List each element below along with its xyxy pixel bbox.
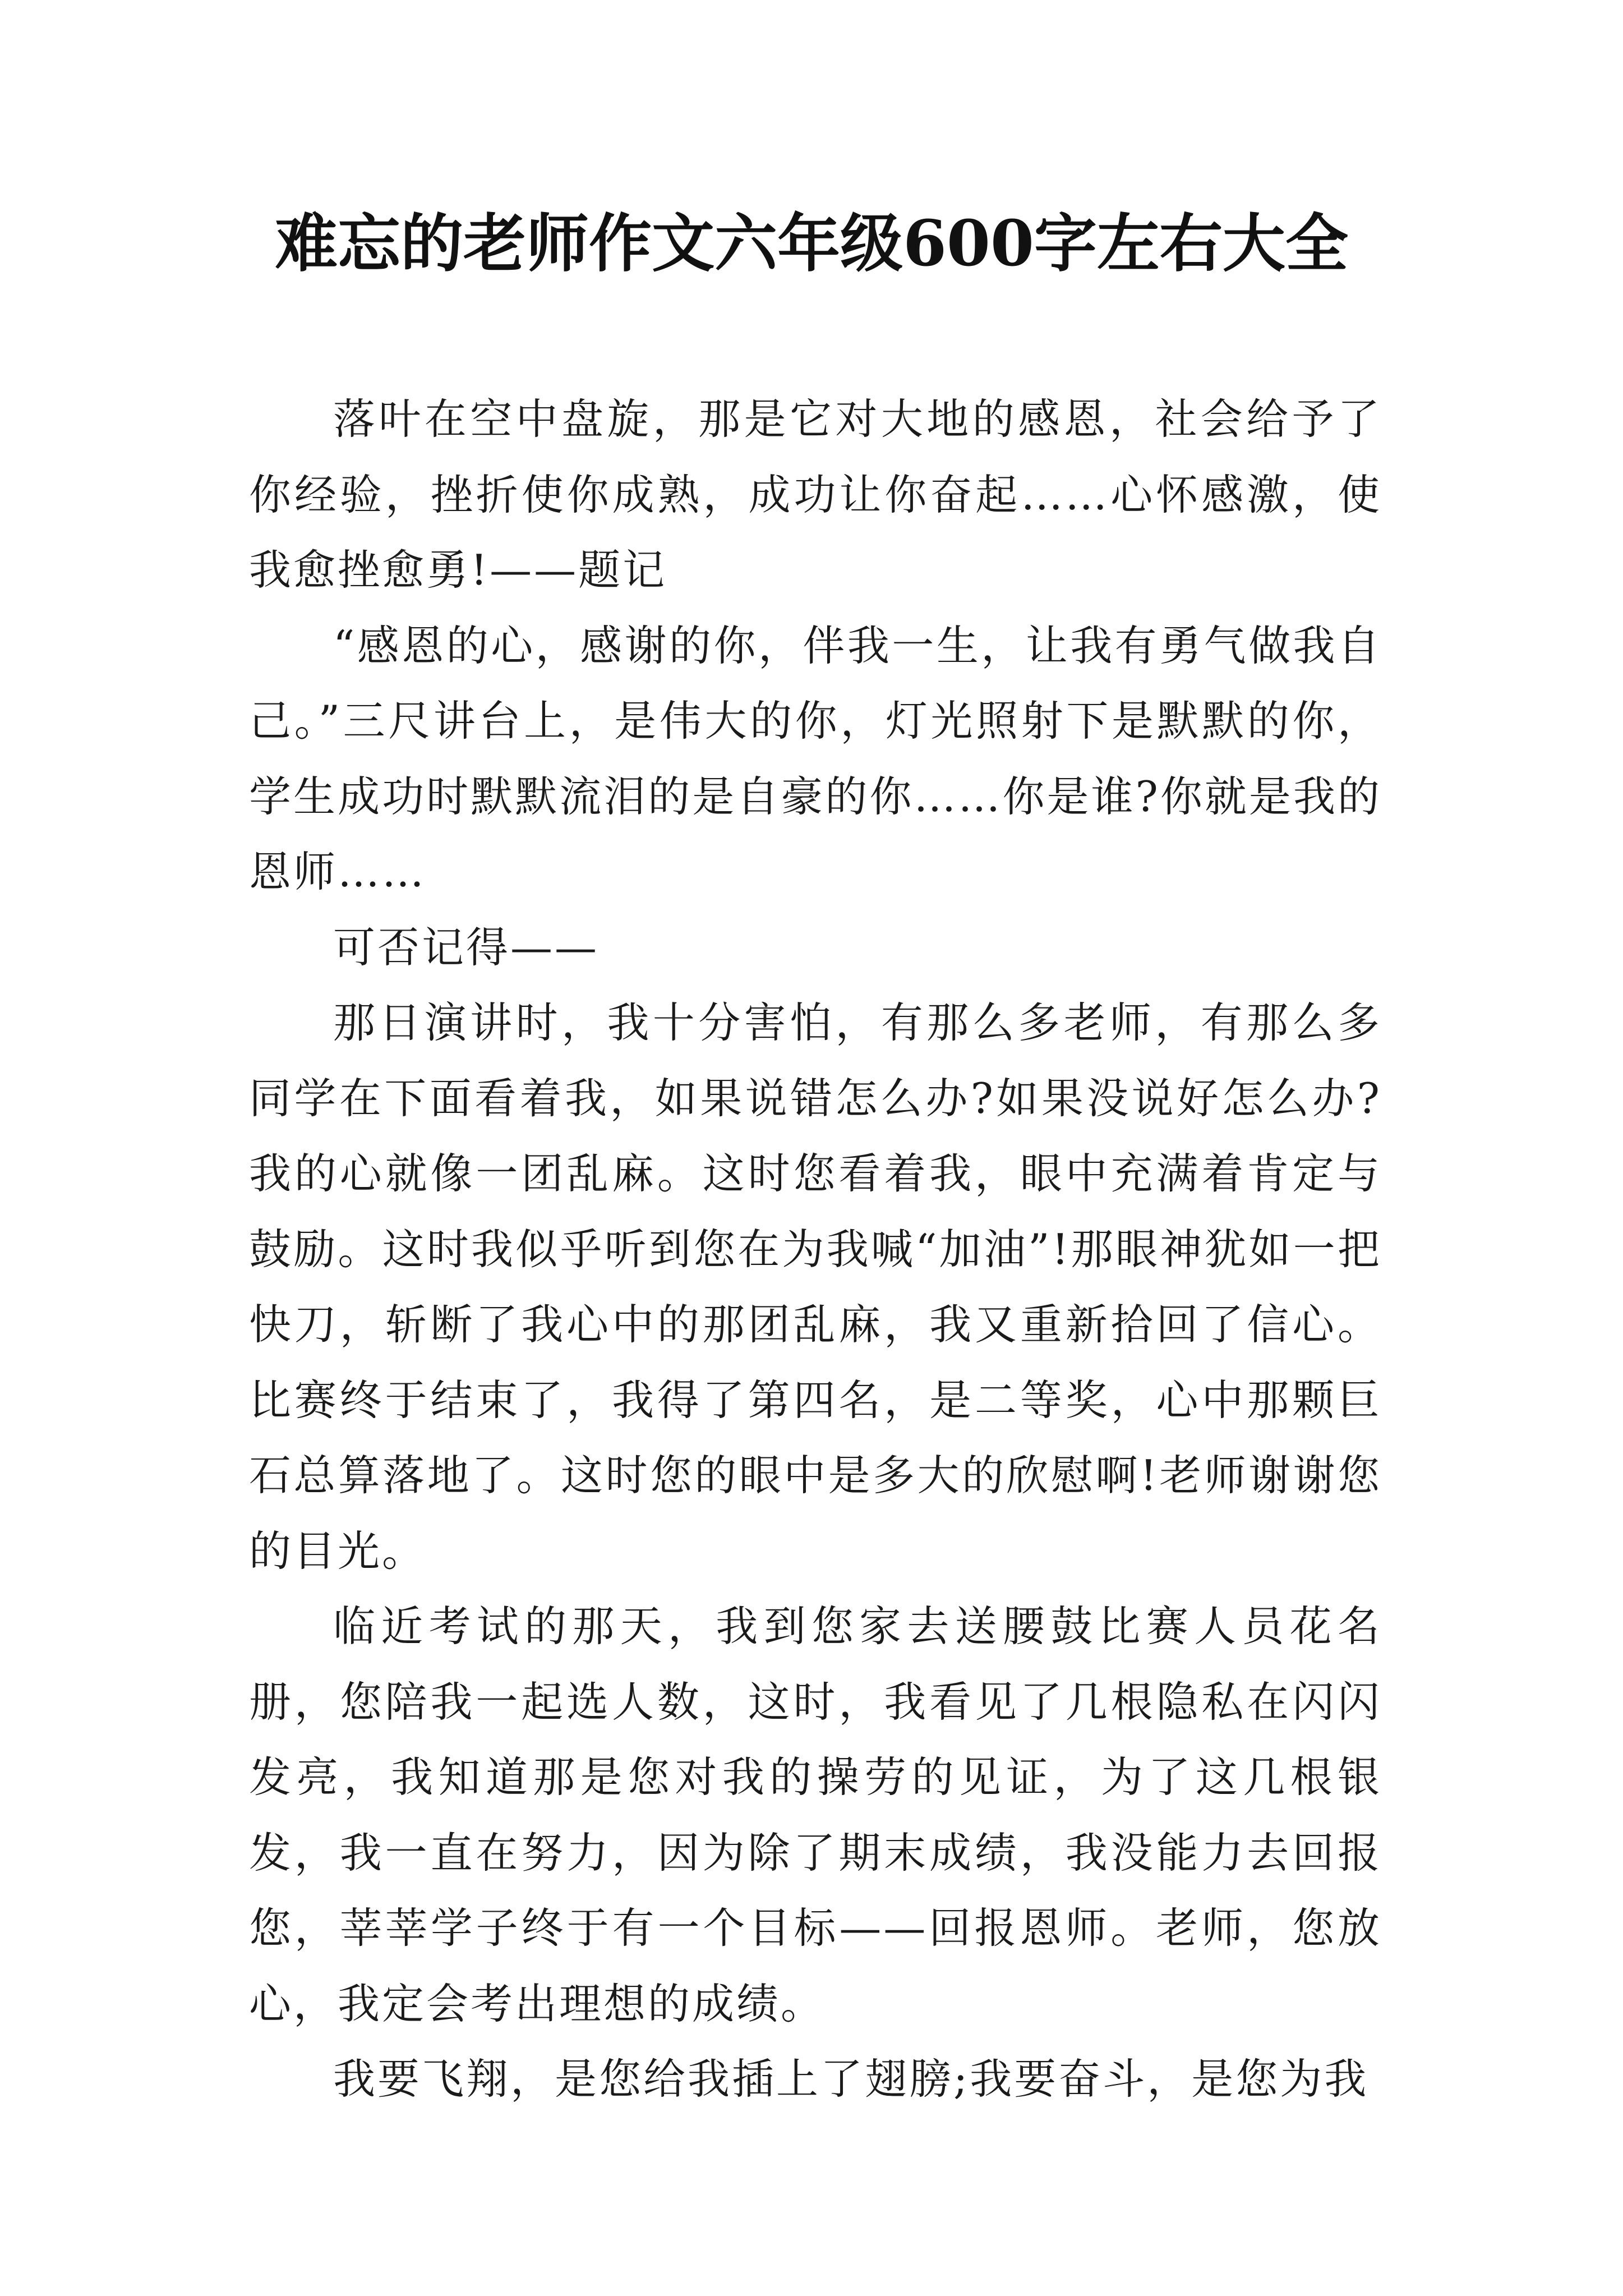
paragraph-fly: 我要飞翔，是您给我插上了翅膀;我要奋斗，是您为我 xyxy=(333,2054,1369,2104)
paragraph-exam: 临近考试的那天，我到您家去送腰鼓比赛人员花名册，您陪我一起选人数，这时，我看见了几根隐私在闪闪发亮，我知道那是您对我的操劳的见证，为了这几根银发，我一直在努力，因为除了期末成绩，我没能力去回报您，莘莘学子终于有一个目标——回报恩师。老师，您放心，我定会考出理想的成绩。 xyxy=(249,1602,1382,2028)
paragraph-speech: 那日演讲时，我十分害怕，有那么多老师，有那么多同学在下面看着我，如果说错怎么办?如果没说好怎么办?我的心就像一团乱麻。这时您看着我，眼中充满着肯定与鼓励。这时我似乎听到您在为我喊“加油”!那眼神犹如一把快刀，斩断了我心中的那团乱麻，我又重新拾回了信心。比赛终于结束了，我得了第四名，是二等奖，心中那颗巨石总算落地了。这时您的眼中是多大的欣慰啊!老师谢谢您的目光。 xyxy=(249,998,1382,1576)
paragraph-remember: 可否记得—— xyxy=(333,922,600,972)
document-body xyxy=(249,381,1382,2117)
document-title: 难忘的老师作文六年级600字左右大全 xyxy=(275,207,1348,280)
paragraph-quote: “感恩的心，感谢的你，伴我一生，让我有勇气做我自己。”三尺讲台上，是伟大的你，灯光照射下是默默的你，学生成功时默默流泪的是自豪的你……你是谁?你就是我的恩师…… xyxy=(249,620,1382,896)
paragraph-epigraph: 落叶在空中盘旋，那是它对大地的感恩，社会给予了你经验，挫折使你成熟，成功让你奋起……心怀感激，使我愈挫愈勇!——题记 xyxy=(249,394,1382,595)
